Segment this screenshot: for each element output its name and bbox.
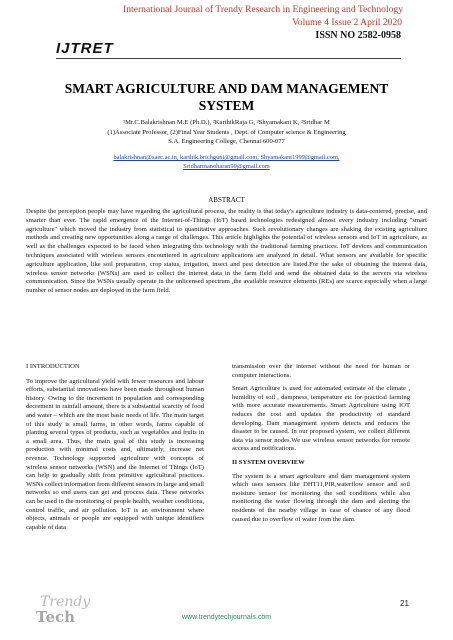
right-column [232,363,410,529]
intro-continuation-paragraph: transmission over the internet without the need for human or computer interactions. [232,363,410,379]
section-introduction-title: I INTRODUCTION [26,363,80,370]
section-system-overview-title: II SYSTEM OVERVIEW [232,458,305,466]
author-institution: S.A. Engineering College, Chennai 600-077 [168,138,285,145]
left-column [26,363,204,537]
logo-word-tech: Tech [36,608,76,626]
journal-volume: Volume 4 Issue 2 April 2020 [292,17,402,28]
page-number: 21 [400,599,409,608]
abstract-heading: ABSTRACT [208,196,245,204]
email-link-line2[interactable]: Sridharmanoharan99@gmail.com [183,163,270,170]
introduction-paragraph: To improve the agricultural yield with fewer resources and labour efforts, substantial innovations have been made throughout human history. Owing to the increment in population and corresponding decrement in rainfall amount, there is a substantial scarcity of food and water – which are the most basic needs of life. The main target of this study is small farms, in other words, farms capable of planting several types of products, such as vegetables and fruits in a small area. Thus, the main goal of this study is increasing production with minimal costs and, ultimately, increase net revenue. Technology supported agriculture with concepts of wireless sensor networks (WSN) and the Internet of Things (IoT) can help to gradually shift from primitive agricultural practices. WSNs collect information from different sensors in large and small networks so end users can get and process data. These networks can be used in the monitoring of people health, weather conditions, control traffic, and air pollution. IoT is an environment where objects, animals or people are equipped with unique identifiers capable of data [26,377,204,531]
journal-logo: IJTRET [56,40,114,57]
journal-header [0,0,453,70]
header-divider [56,58,401,59]
journal-issn: ISSN NO 2582-0958 [315,30,401,41]
author-emails [60,153,393,171]
paper-authors: ¹Mr.C.Balakrishnan M.E (Ph.D.), ²KarthikRaja G, ²Shyamakant K, ²Sridhar M [123,119,330,126]
journal-name: International Journal of Trendy Research in Engineering and Technology [123,4,403,15]
author-affiliation: (1)Associate Professor, (2)Final Year Students , Dept. of Computer science & Engineering [107,129,346,136]
paper-title: SMART AGRICULTURE AND DAM MANAGEMENT SYSTEM [64,81,389,113]
smart-agriculture-paragraph: Smart Agriculture is used for automated estimate of the climate , humidity of soil , dampness, temperature etc for practical farming with more accurate measurements. Smart Agriculture using IOT reduces the cost and updates the productivity of standard developing. Dam management system detects and reduces the disaster to be caused. In our proposed system, we collect different data via sensor nodes.We use wireless sensor networks for remote access and notifications. [232,385,410,453]
footer-url-link[interactable]: www.trendytechjournals.com [181,614,272,621]
system-overview-paragraph: The system is a smart agriculture and dam management system which uses sensors like DHT11,PIR,waterflow sensor and soil moisture sensor for monitoring the soil conditions while also monitoring the water flowing through the dam and alerting the residents of the nearby village in case of chance of any flood caused due to overflow of water from the dam. [232,472,410,523]
logo-word-trendy: Trendy [40,594,91,610]
email-link-line1[interactable]: balakrishnan@saec.ac.in, karthik.brichguni@gmail.com, Shyamakant1999@gmail.com, [113,154,340,161]
abstract-text: Despite the perception people may have regarding the agricultural process, the reality is that today's agriculture industry is data-centered, precise, and smarter than ever. The rapid emergence of the Internet-of-Things (IoT) based technologies redesigned almost every industry including ''smart agriculture'' which moved the industry from statistical to quantitative approaches. Such revolutionary changes are shaking the existing agriculture methods and creating new opportunities along a range of challenges. This article highlights the potential of wireless sensors and IoT in agriculture, as well as the challenges expected to be faced when integrating this technology with the traditional farming practices. IoT devices and communication techniques associated with wireless sensors encountered in agriculture applications are analyzed in detail. What sensors are available for specific agriculture application, like soil preparation, crop status, irrigation, insect and pest detection are listed.For the sake of obtaining the interest data, wireless sensor networks (WSNs) are used to collect the interest data in the farm field and send the obtained data to the servers via wireless communication. Since the WSNs usually operate in the unlicensed spectrum ,the available resource elements (REs) are scarce especially when a large number of sensor nodes are deployed in the farm field. [26,208,427,295]
